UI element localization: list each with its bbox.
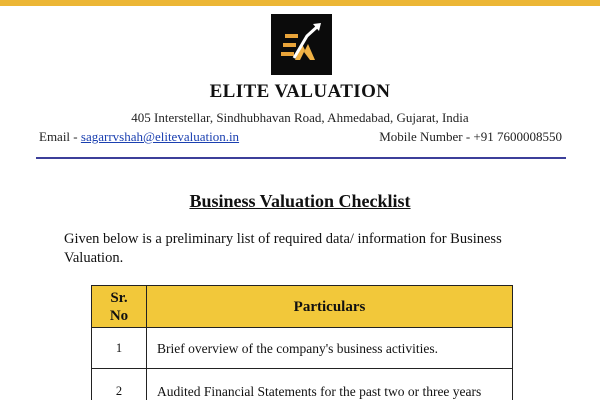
email-link[interactable]: sagarrvshah@elitevaluation.in bbox=[80, 129, 240, 144]
row-sr-number: 1 bbox=[92, 328, 147, 369]
company-address: 405 Interstellar, Sindhubhavan Road, Ahmedabad, Gujarat, India bbox=[131, 110, 469, 125]
top-accent-bar bbox=[0, 0, 600, 6]
header-divider bbox=[36, 157, 566, 159]
header-sr-no bbox=[92, 286, 147, 328]
table-row bbox=[92, 369, 513, 400]
row-particulars: Brief overview of the company's business activities. bbox=[147, 328, 513, 369]
table-header-row bbox=[92, 286, 513, 328]
company-name: ELITE VALUATION bbox=[209, 81, 391, 102]
elite-valuation-logo-icon bbox=[271, 14, 332, 75]
intro-paragraph: Given below is a preliminary list of required data/ information for Business Valuation. bbox=[64, 231, 502, 266]
checklist-table bbox=[91, 285, 513, 400]
row-sr-number: 2 bbox=[92, 369, 147, 400]
email-label: Email - bbox=[39, 129, 81, 144]
table-row bbox=[92, 328, 513, 369]
email-line bbox=[39, 129, 239, 145]
header-particulars: Particulars bbox=[147, 286, 513, 328]
row-particulars: Audited Financial Statements for the past two or three years bbox=[147, 369, 513, 400]
document-title: Business Valuation Checklist bbox=[189, 191, 411, 211]
header-sr-no-label: Sr. No bbox=[109, 289, 129, 324]
mobile-number: Mobile Number - +91 7600008550 bbox=[379, 129, 562, 144]
